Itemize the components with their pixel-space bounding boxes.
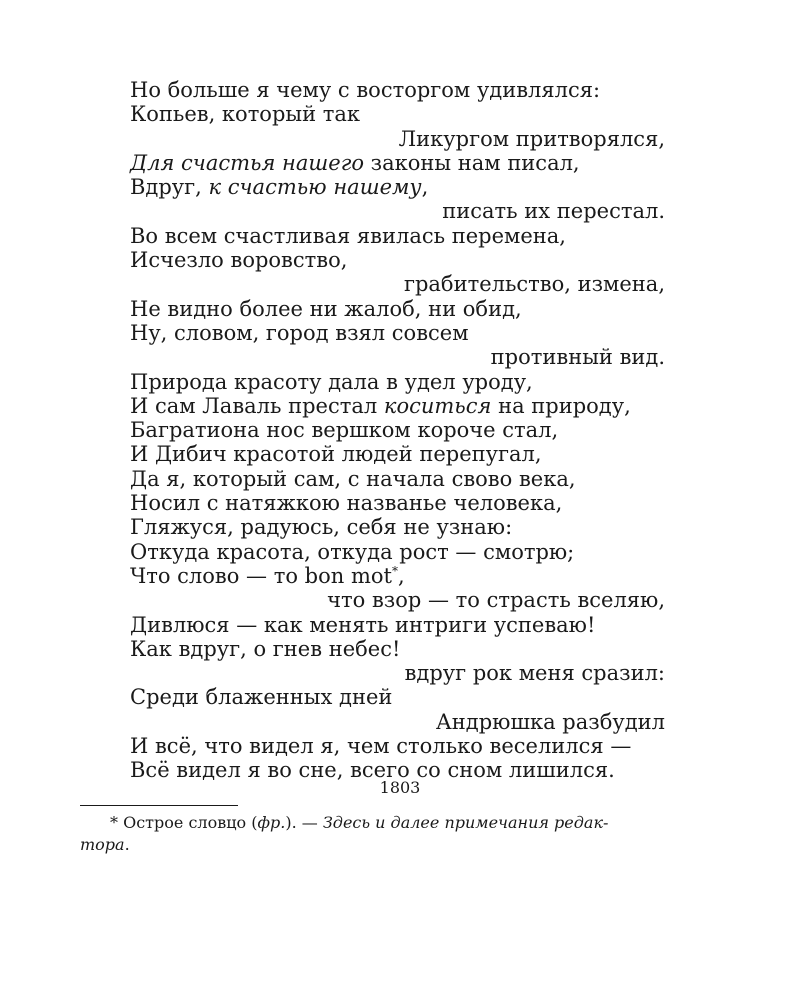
poem-line — [130, 394, 665, 418]
poem-line-text — [130, 248, 347, 272]
poem-line-text — [404, 272, 665, 296]
poem-text: законы нам писал, — [363, 150, 580, 175]
poem-text: на природу, — [491, 393, 631, 418]
poem-line-text — [399, 127, 665, 151]
poem-text: Во всем счастливая явилась перемена, — [130, 223, 566, 248]
poem-line-text — [130, 224, 566, 248]
poem-line — [130, 224, 665, 248]
poem-text: Но больше я чему с восторгом удивлялся: — [130, 78, 601, 102]
poem-text: Всё видел я во сне, всего со сном лишился. — [130, 758, 615, 783]
poem-text: Откуда красота, откуда рост — смотрю; — [130, 539, 575, 564]
poem-line-text — [130, 564, 405, 588]
poem-line — [130, 102, 665, 126]
poem-line — [130, 661, 665, 685]
poem-text: , — [421, 175, 429, 200]
poem-line — [130, 272, 665, 296]
poem-line-text — [130, 151, 580, 175]
footnote-text: * Острое словцо ( — [110, 813, 258, 832]
poem-line — [130, 248, 665, 272]
poem-line-text — [405, 661, 665, 685]
poem-body — [130, 78, 665, 783]
poem-line-text — [130, 175, 428, 199]
poem-text: Копьев, который так — [130, 102, 361, 127]
poem-line — [130, 345, 665, 369]
poem-line-text — [436, 710, 665, 734]
footnote-italic-text: фр. — [257, 813, 286, 832]
poem-italic-text: Для счастья нашего — [130, 150, 364, 175]
poem-line — [130, 637, 665, 661]
poem-line — [130, 321, 665, 345]
poem-line — [130, 710, 665, 734]
poem-line-text — [130, 370, 533, 394]
poem-line — [130, 588, 665, 612]
footnote-text: ). — — [285, 813, 323, 832]
poem-line — [130, 127, 665, 151]
poem-text: Гляжуся, радуюсь, себя не узнаю: — [130, 515, 513, 540]
footnote — [80, 812, 670, 856]
poem-text: Как вдруг, о гнев небес! — [130, 636, 401, 661]
poem-line — [130, 78, 665, 102]
poem-line — [130, 297, 665, 321]
poem-line — [130, 613, 665, 637]
footnote-second-line — [80, 834, 670, 856]
poem-line-text — [130, 467, 576, 491]
poem-text: Исчезло воровство, — [130, 248, 348, 273]
poem-line — [130, 199, 665, 223]
footnote-italic-text: Здесь и далее примечания редак- — [322, 813, 609, 832]
poem-line — [130, 442, 665, 466]
poem-italic-text: к счастью нашему — [208, 175, 422, 200]
poem-line-text — [491, 345, 665, 369]
poem-line — [130, 540, 665, 564]
poem-text: вдруг рок меня сразил: — [404, 661, 665, 686]
poem-line-text — [130, 734, 631, 758]
poem-line-text — [130, 394, 631, 418]
poem-text: Что слово — то bon mot — [130, 563, 392, 588]
poem-line — [130, 151, 665, 175]
poem-text: Вдруг, — [130, 175, 209, 200]
poem-text: , — [397, 563, 405, 588]
poem-text: писать их перестал. — [442, 199, 665, 224]
poem-line — [130, 467, 665, 491]
poem-text: Не видно более ни жалоб, ни обид, — [130, 296, 522, 321]
poem-text: Ликургом притворялся, — [398, 126, 665, 151]
footnote-first-line — [80, 812, 670, 834]
poem-line-text — [327, 588, 665, 612]
poem-line — [130, 515, 665, 539]
poem-line-text — [130, 442, 542, 466]
poem-text: Ну, словом, город взял совсем — [130, 320, 469, 345]
poem-line-text — [130, 515, 512, 539]
poem-line-text — [130, 78, 600, 102]
poem-line-text — [130, 540, 574, 564]
poem-line — [130, 175, 665, 199]
poem-line-text — [130, 297, 522, 321]
poem-line — [130, 370, 665, 394]
poem-year: 1803 — [379, 778, 421, 797]
poem-text: Да я, который сам, с начала свово века, — [130, 466, 576, 491]
poem-line — [130, 685, 665, 709]
footnote-continuation: тора — [80, 835, 125, 854]
poem-text: что взор — то страсть вселяю, — [327, 588, 665, 613]
poem-line — [130, 491, 665, 515]
poem-text: Носил с натяжкою названье человека, — [130, 491, 563, 516]
poem-line — [130, 734, 665, 758]
poem-text: Багратиона нос вершком короче стал, — [130, 418, 559, 443]
poem-text: И сам Лаваль престал — [130, 393, 384, 418]
poem-line-text — [130, 637, 400, 661]
poem-line-text — [442, 199, 665, 223]
poem-italic-text: коситься — [383, 393, 492, 418]
poem-text: И всё, что видел я, чем столько веселился — — [130, 734, 632, 759]
poem-text: Среди блаженных дней — [130, 685, 393, 710]
poem-line-text — [130, 418, 558, 442]
poem-line-text — [130, 613, 595, 637]
poem-text: Дивлюся — как менять интриги успеваю! — [130, 612, 596, 637]
poem-line-text — [130, 102, 360, 126]
poem-text: грабительство, измена, — [403, 272, 665, 297]
poem-text: Андрюшка разбудил — [435, 709, 665, 734]
footnote-separator — [80, 805, 238, 806]
poem-text: противный вид. — [490, 345, 665, 370]
poem-line-text — [130, 321, 469, 345]
footnote-marker: * — [391, 563, 398, 578]
poem-text: И Дибич красотой людей перепугал, — [130, 442, 542, 467]
poem-line-text — [130, 685, 392, 709]
poem-text: Природа красоту дала в удел уроду, — [130, 369, 533, 394]
poem-line — [130, 418, 665, 442]
footnote-continuation-end: . — [124, 835, 130, 854]
poem-line — [130, 564, 665, 588]
poem-line-text — [130, 491, 562, 515]
